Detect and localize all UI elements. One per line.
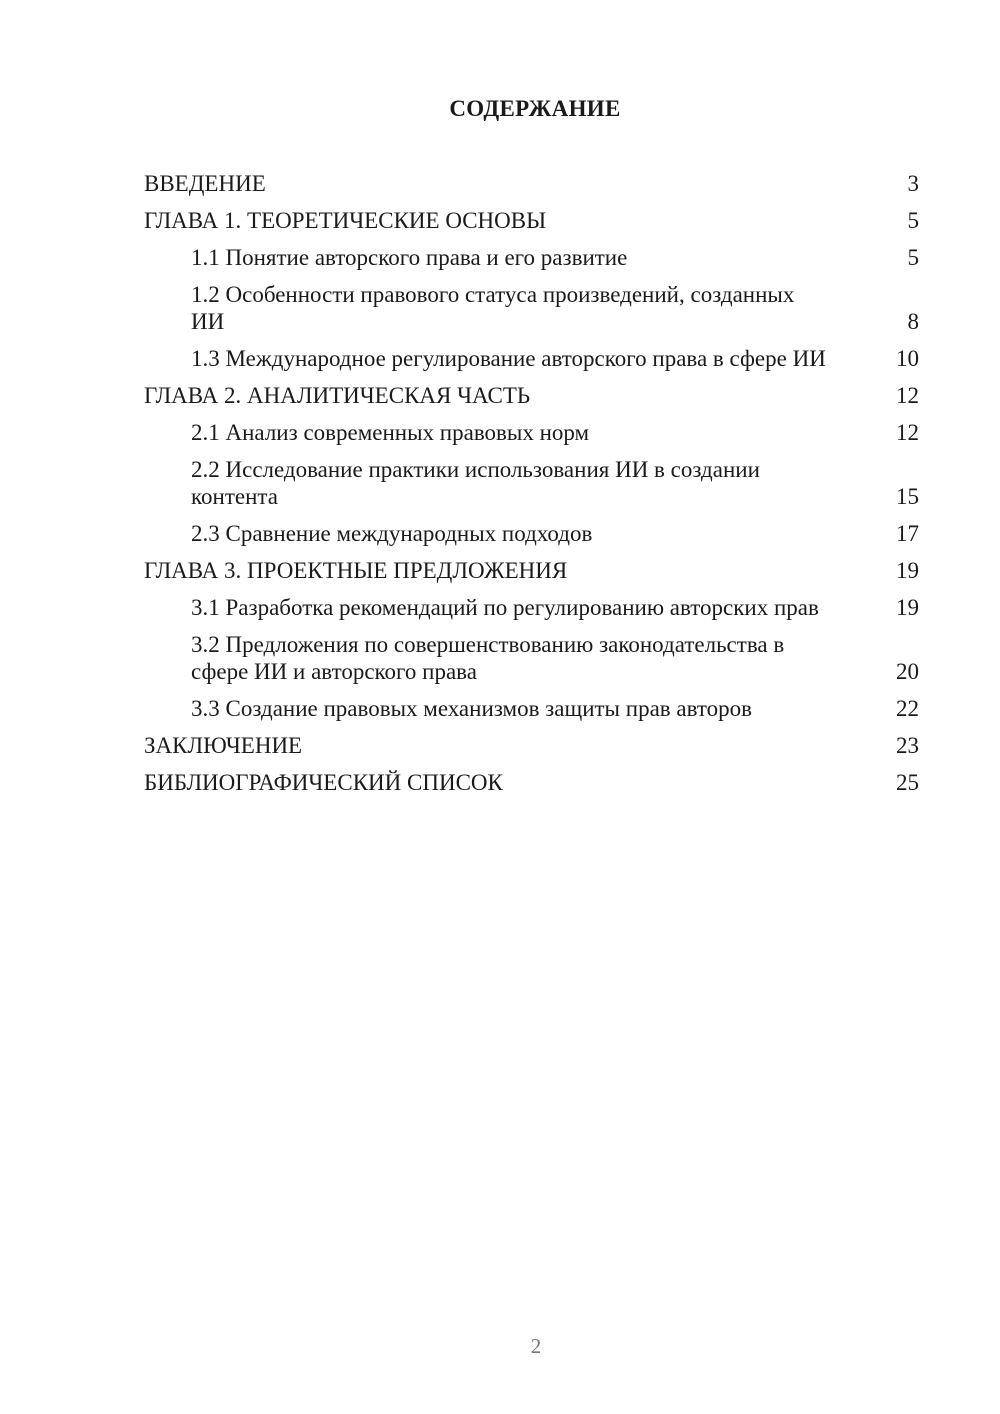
- toc-entry-page: 5: [907, 208, 919, 233]
- toc-entry-title: 3.2 Предложения по совершенствованию законодательства в сфере ИИ и авторского права: [191, 632, 785, 684]
- toc-entry-introduction: [144, 170, 919, 197]
- toc-entry-page: 12: [896, 383, 919, 408]
- toc-entry-page: 17: [896, 521, 919, 546]
- toc-entry-section-2-2: [144, 456, 919, 510]
- toc-entry-chapter-1: [144, 207, 919, 234]
- toc-entry-page: 19: [896, 558, 919, 583]
- toc-entry-title: ГЛАВА 1. ТЕОРЕТИЧЕСКИЕ ОСНОВЫ: [144, 208, 547, 233]
- toc-entry-page: 8: [907, 309, 919, 334]
- toc-entry-section-2-3: [144, 520, 919, 547]
- toc-entry-title: ГЛАВА 2. АНАЛИТИЧЕСКАЯ ЧАСТЬ: [144, 383, 531, 408]
- page-number: 2: [530, 1334, 542, 1358]
- toc-entry-title: ВВЕДЕНИЕ: [144, 171, 266, 196]
- toc-entry-page: 3: [907, 171, 919, 196]
- toc-entry-title: 3.3 Создание правовых механизмов защиты прав авторов: [191, 696, 752, 721]
- toc-entry-title: ЗАКЛЮЧЕНИЕ: [144, 733, 303, 758]
- toc-entry-section-3-3: [144, 695, 919, 722]
- toc-entry-title: 3.1 Разработка рекомендаций по регулированию авторских прав: [191, 595, 819, 620]
- toc-entry-title: БИБЛИОГРАФИЧЕСКИЙ СПИСОК: [144, 770, 503, 795]
- toc-entry-title: ГЛАВА 3. ПРОЕКТНЫЕ ПРЕДЛОЖЕНИЯ: [144, 558, 568, 583]
- toc-entry-page: 25: [896, 770, 919, 795]
- toc-entry-page: 15: [896, 484, 919, 509]
- toc-entry-bibliography: [144, 769, 919, 796]
- toc-entry-section-1-2: [144, 281, 919, 335]
- toc-entry-title: 1.1 Понятие авторского права и его развитие: [191, 245, 628, 270]
- toc-entry-page: 22: [896, 696, 919, 721]
- toc-entry-chapter-3: [144, 557, 919, 584]
- toc-entry-chapter-2: [144, 382, 919, 409]
- toc-entry-section-2-1: [144, 419, 919, 446]
- toc-entry-page: 23: [896, 733, 919, 758]
- toc-entry-page: 19: [896, 595, 919, 620]
- toc-entry-title: 2.3 Сравнение международных подходов: [191, 521, 593, 546]
- toc-entry-title: 1.3 Международное регулирование авторского права в сфере ИИ: [191, 346, 826, 371]
- toc-entry-conclusion: [144, 732, 919, 759]
- toc-entry-section-3-1: [144, 594, 919, 621]
- toc-entry-page: 10: [896, 346, 919, 371]
- toc-entry-section-1-3: [144, 345, 919, 372]
- toc-entry-page: 5: [907, 245, 919, 270]
- toc-entry-section-1-1: [144, 244, 919, 271]
- toc-heading: СОДЕРЖАНИЕ: [449, 96, 621, 121]
- toc-entry-section-3-2: [144, 631, 919, 685]
- toc-entry-page: 12: [896, 420, 919, 445]
- toc-entry-title: 2.2 Исследование практики использования ИИ в создании контента: [191, 457, 760, 509]
- toc-entry-page: 20: [896, 659, 919, 684]
- toc-entry-title: 2.1 Анализ современных правовых норм: [191, 420, 590, 445]
- toc-entry-title: 1.2 Особенности правового статуса произведений, созданных ИИ: [191, 282, 795, 334]
- table-of-contents: [144, 170, 919, 806]
